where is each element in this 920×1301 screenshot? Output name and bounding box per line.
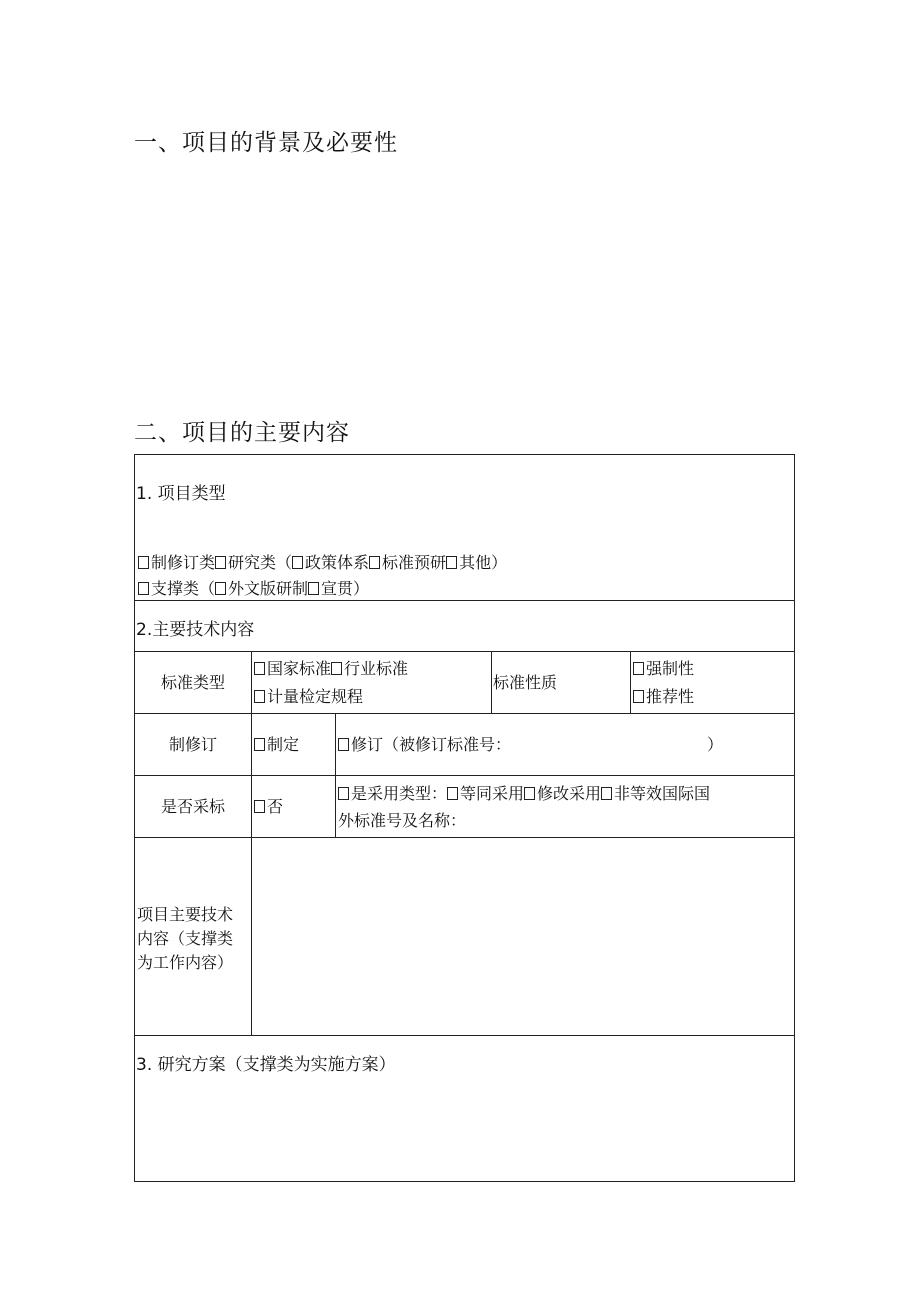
- main-content-label-l1: 项目主要技术: [137, 905, 234, 924]
- label-adopt-no: 否: [267, 797, 284, 816]
- main-content-label-l2: 内容（支撑类: [137, 929, 234, 948]
- section2-title: 2.主要技术内容: [136, 620, 255, 640]
- adopt-label: 是否采标: [160, 797, 225, 816]
- std-type-label: 标准类型: [160, 673, 225, 692]
- label-revision: 制修订类: [151, 553, 216, 572]
- std-type-options-line2: [254, 683, 363, 710]
- label-create: 制定: [267, 735, 300, 754]
- label-non-equivalent: 非等效国际国: [614, 784, 711, 803]
- label-recommended: 推荐性: [646, 687, 695, 706]
- checkbox-research[interactable]: [215, 556, 226, 569]
- checkbox-policy[interactable]: [292, 556, 303, 569]
- checkbox-pre-research[interactable]: [369, 556, 380, 569]
- label-other: 其他）: [459, 553, 508, 572]
- divider: [135, 775, 794, 776]
- label-pre-research: 标准预研: [382, 553, 447, 572]
- project-form: [134, 454, 795, 1182]
- checkbox-revision[interactable]: [138, 556, 149, 569]
- nature-option-recommended: [633, 683, 694, 710]
- checkbox-identical[interactable]: [447, 787, 458, 800]
- checkbox-non-equivalent[interactable]: [601, 787, 612, 800]
- divider-vertical: [630, 651, 631, 713]
- label-national-std: 国家标准: [267, 659, 332, 678]
- label-modified: 修改采用: [537, 784, 602, 803]
- checkbox-support[interactable]: [138, 582, 149, 595]
- nature-option-mandatory: [633, 655, 694, 682]
- checkbox-adopt-no[interactable]: [254, 800, 265, 813]
- checkbox-revise[interactable]: [338, 738, 349, 751]
- divider: [135, 651, 794, 652]
- main-content-input-area[interactable]: [255, 841, 791, 1031]
- std-type-options-line1: [254, 655, 408, 682]
- checkbox-adopt-yes[interactable]: [338, 787, 349, 800]
- divider-vertical: [251, 651, 252, 1035]
- label-research: 研究类（: [228, 553, 293, 572]
- divider: [135, 837, 794, 838]
- label-metrology: 计量检定规程: [267, 687, 364, 706]
- label-adopt-yes: 是采用类型：: [351, 784, 448, 803]
- checkbox-mandatory[interactable]: [633, 662, 644, 675]
- revise-option-revise: [338, 731, 511, 758]
- adopt-option-no: [254, 793, 283, 820]
- adopt-option-yes: [338, 780, 792, 807]
- research-plan-input-area[interactable]: [139, 1080, 789, 1175]
- revise-option-create: [254, 731, 299, 758]
- label-mandatory: 强制性: [646, 659, 695, 678]
- nature-label: 标准性质: [493, 673, 558, 692]
- checkbox-industry-std[interactable]: [331, 662, 342, 675]
- label-policy: 政策体系: [305, 553, 370, 572]
- revise-close-paren: ）: [707, 735, 724, 754]
- divider: [135, 713, 794, 714]
- section1-title: 1. 项目类型: [136, 484, 226, 504]
- heading-background: 一、项目的背景及必要性: [134, 130, 398, 156]
- section3-title: 3. 研究方案（支撑类为实施方案）: [136, 1055, 396, 1075]
- main-content-label-l3: 为工作内容）: [137, 953, 234, 972]
- label-revise: 修订（被修订标准号：: [351, 735, 512, 754]
- checkbox-create[interactable]: [254, 738, 265, 751]
- checkbox-publicity[interactable]: [308, 582, 319, 595]
- checkbox-other[interactable]: [446, 556, 457, 569]
- checkbox-recommended[interactable]: [633, 690, 644, 703]
- heading-main-content: 二、项目的主要内容: [134, 420, 350, 446]
- divider: [135, 1035, 794, 1036]
- divider: [135, 600, 794, 601]
- project-type-row2: [138, 575, 369, 602]
- label-support: 支撑类（: [151, 579, 216, 598]
- checkbox-metrology[interactable]: [254, 690, 265, 703]
- revise-label: 制修订: [168, 735, 217, 754]
- checkbox-modified[interactable]: [524, 787, 535, 800]
- label-publicity: 宣贯）: [321, 579, 370, 598]
- adopt-intl-std-name: 外标准号及名称：: [338, 811, 467, 830]
- divider-vertical: [335, 713, 336, 837]
- label-foreign-version: 外文版研制: [228, 579, 309, 598]
- label-identical: 等同采用: [460, 784, 525, 803]
- checkbox-foreign-version[interactable]: [215, 582, 226, 595]
- label-industry-std: 行业标准: [344, 659, 409, 678]
- checkbox-national-std[interactable]: [254, 662, 265, 675]
- divider-vertical: [491, 651, 492, 713]
- project-type-row1: [138, 549, 507, 576]
